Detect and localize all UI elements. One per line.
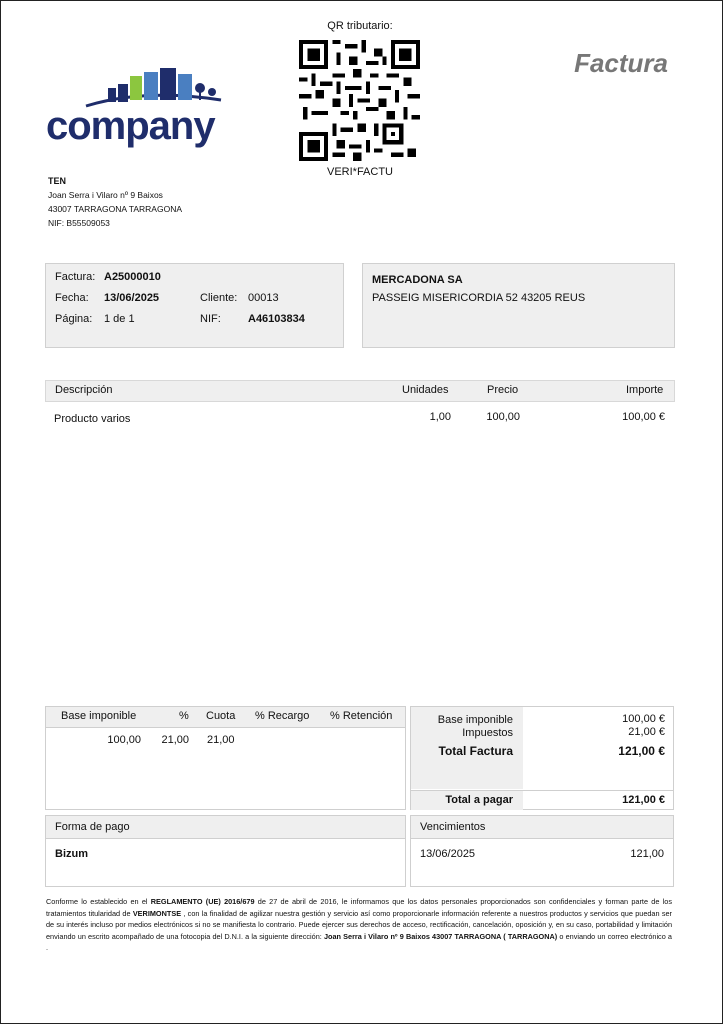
base-imponible-label: Base imponible — [437, 714, 513, 726]
fecha-value: 13/06/2025 — [104, 292, 160, 304]
payment-label: Forma de pago — [55, 821, 130, 833]
tax-breakdown-box — [45, 706, 406, 810]
customer-address: PASSEIG MISERICORDIA 52 43205 REUS — [372, 292, 586, 304]
tax-col-retencion: % Retención — [330, 710, 393, 722]
base-imponible-value: 100,00 € — [622, 713, 665, 725]
due-header — [411, 816, 673, 839]
verifactu-label: VERI*FACTU — [326, 166, 393, 178]
impuestos-value: 21,00 € — [628, 726, 665, 738]
due-label: Vencimientos — [420, 821, 486, 833]
pagina-value: 1 de 1 — [104, 313, 135, 325]
customer-name: MERCADONA SA — [372, 274, 463, 286]
factura-number: A25000010 — [104, 271, 161, 283]
row-importe: 100,00 € — [622, 411, 665, 423]
legal-text-2: de 27 de abril de 2016, le informamos que los datos personales proporcionados son confidenciales y forman parte de los tratamientos titularidad de — [46, 897, 672, 918]
legal-owner: VERIMONTSE — [132, 908, 182, 918]
issuer-nif: NIF: B55509053 — [48, 218, 110, 228]
legal-address: Joan Serra i Vilaro nº 9 Baixos 43007 TARRAGONA ( TARRAGONA) — [323, 931, 558, 941]
qr-code-icon — [299, 40, 420, 161]
col-unidades: Unidades — [402, 384, 449, 396]
issuer-address: Joan Serra i Vilaro nº 9 Baixos — [48, 190, 163, 200]
tax-col-pct: % — [179, 710, 189, 722]
payment-method: Bizum — [55, 848, 88, 860]
total-factura-label: Total Factura — [438, 744, 513, 758]
tax-col-cuota: Cuota — [206, 710, 236, 722]
tax-base-value: 100,00 — [107, 734, 141, 746]
tax-col-recargo: % Recargo — [255, 710, 310, 722]
total-pagar-label-cell — [411, 791, 523, 810]
tax-col-base: Base imponible — [61, 710, 137, 722]
legal-text-1: Conforme lo establecido en el — [46, 897, 151, 906]
tax-pct-value: 21,00 — [161, 734, 189, 746]
nif-label: NIF: — [200, 313, 221, 325]
impuestos-label: Impuestos — [462, 727, 513, 739]
payment-box — [45, 815, 406, 887]
col-precio: Precio — [487, 384, 519, 396]
total-pagar-row — [411, 790, 673, 810]
issuer-block — [48, 174, 182, 230]
totals-box — [410, 706, 674, 810]
factura-label: Factura: — [55, 271, 96, 283]
qr-label: QR tributario: — [327, 20, 393, 32]
legal-notice — [46, 896, 672, 954]
cliente-value: 00013 — [248, 292, 279, 304]
logo-wordmark: company — [46, 104, 215, 148]
due-dates-box — [410, 815, 674, 887]
invoice-info-box — [45, 263, 344, 348]
row-unidades: 1,00 — [429, 411, 451, 423]
due-date: 13/06/2025 — [420, 848, 476, 860]
customer-box — [362, 263, 675, 348]
due-amount: 121,00 — [630, 848, 664, 860]
issuer-city: 43007 TARRAGONA TARRAGONA — [48, 204, 182, 214]
total-pagar-value: 121,00 € — [622, 794, 665, 806]
tax-cuota-value: 21,00 — [207, 734, 235, 746]
col-descripcion: Descripción — [55, 384, 113, 396]
company-logo — [46, 66, 226, 148]
lines-table-header — [45, 380, 675, 402]
cliente-label: Cliente: — [200, 292, 238, 304]
totals-label-column — [411, 707, 523, 789]
document-title: Factura — [574, 48, 668, 78]
pagina-label: Página: — [55, 313, 93, 325]
row-precio: 100,00 — [486, 411, 520, 423]
legal-regulation: REGLAMENTO (UE) 2016/679 — [150, 897, 255, 906]
tax-header — [46, 707, 405, 728]
legal-text-3: , con la finalidad de agilizar nuestra gestión y servicio así como proporcionarle información referente a nuestros productos y servicios que puedan ser de su interés incluso por medios electrónicos si no se manifiesta lo contrario. Puede ejercer sus derechos de acceso, rectificación, cancelación, oposición y, en su caso, portabilidad y limitación enviando un escrito acompañado de una fotocopia del D.N.I. a la siguiente dirección: — [46, 908, 672, 941]
issuer-name: TEN — [48, 176, 66, 186]
fecha-label: Fecha: — [55, 292, 89, 304]
legal-text-4: o enviando un correo electrónico a . — [46, 931, 672, 952]
total-factura-value: 121,00 € — [618, 744, 665, 758]
row-descripcion: Producto varios — [54, 413, 131, 425]
nif-value: A46103834 — [248, 313, 305, 325]
total-pagar-label: Total a pagar — [445, 794, 513, 806]
col-importe: Importe — [626, 384, 664, 396]
payment-header — [46, 816, 405, 839]
